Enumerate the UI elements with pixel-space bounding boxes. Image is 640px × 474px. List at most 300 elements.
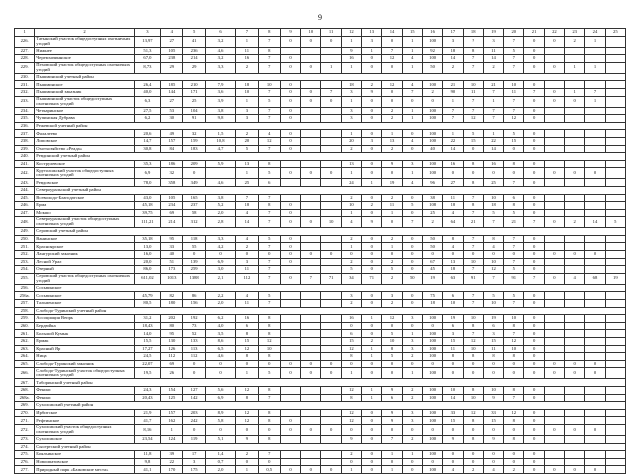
table-cell: 45,79 bbox=[134, 292, 160, 300]
district-name: Сосьвинское bbox=[35, 284, 626, 292]
table-cell bbox=[321, 292, 341, 300]
table-cell: 0 bbox=[524, 36, 544, 47]
table-cell: 5,1 bbox=[205, 435, 235, 443]
table-cell bbox=[321, 322, 341, 330]
table-cell: 95 bbox=[161, 330, 183, 338]
table-cell: 6 bbox=[236, 322, 258, 330]
table-cell bbox=[565, 145, 585, 153]
table-cell: 1 bbox=[382, 451, 402, 459]
table-cell: 7 bbox=[258, 394, 280, 402]
table-cell: 0 bbox=[382, 168, 402, 179]
area-name: Североуральский участок общедоступных охотничьих угодий bbox=[35, 217, 134, 228]
table-cell: 3 bbox=[362, 137, 382, 145]
table-cell: 0 bbox=[524, 202, 544, 210]
district-row bbox=[15, 186, 626, 194]
table-cell: 0 bbox=[524, 338, 544, 346]
table-cell: 15 bbox=[341, 338, 361, 346]
table-cell: 0 bbox=[362, 322, 382, 330]
table-cell: 12 bbox=[236, 345, 258, 353]
table-cell: 8 bbox=[463, 322, 483, 330]
table-cell: 0 bbox=[321, 168, 341, 179]
table-cell: 1 bbox=[483, 96, 503, 107]
table-cell: 5 bbox=[382, 266, 402, 274]
table-cell: 0 bbox=[544, 368, 564, 379]
table-cell bbox=[301, 209, 321, 217]
table-cell: 0 bbox=[280, 417, 300, 425]
table-cell: 0 bbox=[443, 424, 463, 435]
table-cell: 0 bbox=[524, 466, 544, 474]
table-cell: 91 bbox=[463, 273, 483, 284]
table-cell: 2 bbox=[382, 145, 402, 153]
table-cell bbox=[585, 209, 605, 217]
row-number: 255. bbox=[15, 273, 35, 284]
table-cell bbox=[585, 115, 605, 123]
table-cell bbox=[565, 179, 585, 187]
table-cell bbox=[605, 88, 625, 96]
table-cell: 0 bbox=[402, 96, 422, 107]
table-cell: 0 bbox=[565, 168, 585, 179]
table-cell: 2 bbox=[362, 81, 382, 89]
table-cell: 0 bbox=[544, 96, 564, 107]
table-cell: 0,5 bbox=[258, 466, 280, 474]
table-cell bbox=[605, 338, 625, 346]
table-cell: 0 bbox=[382, 368, 402, 379]
table-cell bbox=[565, 409, 585, 417]
row-number: 266. bbox=[15, 368, 35, 379]
table-cell: 0 bbox=[524, 292, 544, 300]
table-cell: 100 bbox=[422, 466, 442, 474]
table-cell: 0 bbox=[504, 458, 524, 466]
table-row bbox=[15, 466, 626, 474]
table-cell: 0 bbox=[443, 360, 463, 368]
table-row bbox=[15, 368, 626, 379]
table-cell: 19 bbox=[483, 315, 503, 323]
table-cell bbox=[321, 266, 341, 274]
table-cell: 0 bbox=[280, 360, 300, 368]
table-cell bbox=[301, 115, 321, 123]
row-number: 236. bbox=[15, 122, 35, 130]
table-cell bbox=[321, 202, 341, 210]
table-cell: 358 bbox=[161, 179, 183, 187]
table-row bbox=[15, 88, 626, 96]
table-cell bbox=[321, 315, 341, 323]
table-cell: 0 bbox=[402, 194, 422, 202]
table-cell: 165 bbox=[183, 194, 205, 202]
table-cell: 19,5 bbox=[134, 368, 160, 379]
table-row bbox=[15, 145, 626, 153]
table-cell: 0 bbox=[524, 55, 544, 63]
table-cell: 96 bbox=[422, 179, 442, 187]
table-cell bbox=[544, 353, 564, 361]
table-cell: 0 bbox=[483, 168, 503, 179]
table-cell: 7 bbox=[258, 88, 280, 96]
table-cell: 8 bbox=[258, 315, 280, 323]
table-cell: 8 bbox=[504, 353, 524, 361]
table-cell bbox=[280, 451, 300, 459]
table-cell bbox=[544, 330, 564, 338]
table-cell: 35,18 bbox=[134, 235, 160, 243]
table-cell: 5 bbox=[258, 235, 280, 243]
table-cell: 2 bbox=[422, 217, 442, 228]
column-header: 24 bbox=[585, 29, 605, 37]
table-cell: 7 bbox=[443, 115, 463, 123]
table-cell: 7 bbox=[504, 107, 524, 115]
table-cell bbox=[585, 417, 605, 425]
area-name: Татынский участок общедоступных охотничьих угодий bbox=[35, 36, 134, 47]
row-number: 252. bbox=[15, 251, 35, 259]
table-cell: 1 bbox=[341, 130, 361, 138]
table-cell: 27 bbox=[161, 36, 183, 47]
table-row bbox=[15, 315, 626, 323]
table-cell bbox=[280, 458, 300, 466]
table-cell: 8 bbox=[341, 353, 361, 361]
table-cell: 100 bbox=[422, 368, 442, 379]
table-cell: 35,3 bbox=[134, 160, 160, 168]
table-cell: 0 bbox=[321, 251, 341, 259]
table-cell: 16,0 bbox=[134, 251, 160, 259]
table-cell: 0 bbox=[443, 451, 463, 459]
column-header: 13 bbox=[362, 29, 382, 37]
row-number: 251. bbox=[15, 243, 35, 251]
table-cell: 0 bbox=[382, 424, 402, 435]
table-cell: 12 bbox=[341, 345, 361, 353]
table-cell: 0 bbox=[544, 273, 564, 284]
table-cell: 1 bbox=[402, 47, 422, 55]
column-header: 14 bbox=[382, 29, 402, 37]
table-cell: 18 bbox=[236, 202, 258, 210]
table-cell: 1 bbox=[362, 179, 382, 187]
table-cell: 0 bbox=[504, 451, 524, 459]
table-cell: 157 bbox=[161, 137, 183, 145]
table-cell: 0 bbox=[362, 368, 382, 379]
area-name: Пышминский заказник bbox=[35, 88, 134, 96]
table-cell: 0 bbox=[280, 168, 300, 179]
table-cell: 3,0 bbox=[205, 266, 235, 274]
table-cell: 9 bbox=[236, 435, 258, 443]
table-cell: 0 bbox=[258, 251, 280, 259]
table-cell: 8 bbox=[258, 160, 280, 168]
table-row bbox=[15, 251, 626, 259]
area-name: Лесной Урал bbox=[35, 258, 134, 266]
table-cell: 0 bbox=[321, 368, 341, 379]
table-cell: 209 bbox=[183, 160, 205, 168]
table-cell: 21,9 bbox=[134, 409, 160, 417]
table-row bbox=[15, 96, 626, 107]
table-cell bbox=[301, 330, 321, 338]
table-cell: 0 bbox=[280, 36, 300, 47]
table-cell: 5 bbox=[504, 209, 524, 217]
row-number: 241. bbox=[15, 160, 35, 168]
table-cell bbox=[544, 209, 564, 217]
table-cell: 236 bbox=[183, 47, 205, 55]
table-cell: 4 bbox=[258, 130, 280, 138]
table-cell bbox=[321, 235, 341, 243]
area-name: Ассоциация Вепрь bbox=[35, 315, 134, 323]
table-cell bbox=[585, 451, 605, 459]
table-cell: 7 bbox=[258, 107, 280, 115]
table-cell bbox=[321, 130, 341, 138]
table-row bbox=[15, 243, 626, 251]
table-cell: 183 bbox=[183, 145, 205, 153]
table-cell: 18 bbox=[422, 300, 442, 308]
table-cell: 29 bbox=[161, 62, 183, 73]
table-cell: 17 bbox=[183, 451, 205, 459]
table-cell: 0 bbox=[544, 466, 564, 474]
table-cell bbox=[321, 47, 341, 55]
area-name: Рефтинское bbox=[35, 417, 134, 425]
area-name: Красный Яр bbox=[35, 345, 134, 353]
table-cell bbox=[585, 160, 605, 168]
table-cell bbox=[301, 194, 321, 202]
table-cell bbox=[544, 322, 564, 330]
row-number: 231. bbox=[15, 81, 35, 89]
table-cell: 8 bbox=[258, 353, 280, 361]
table-row bbox=[15, 338, 626, 346]
table-cell: 0 bbox=[362, 107, 382, 115]
table-cell: 2 bbox=[236, 130, 258, 138]
table-cell: 27 bbox=[161, 96, 183, 107]
page-number: 9 bbox=[318, 13, 322, 22]
row-number: 237. bbox=[15, 130, 35, 138]
table-cell: 11 bbox=[382, 202, 402, 210]
table-cell bbox=[565, 266, 585, 274]
table-cell: 210 bbox=[183, 81, 205, 89]
table-cell bbox=[605, 115, 625, 123]
table-cell: 25 bbox=[183, 96, 205, 107]
table-cell: 1 bbox=[402, 107, 422, 115]
table-cell: ? bbox=[463, 36, 483, 47]
table-cell: 38 bbox=[422, 194, 442, 202]
table-cell: 0 bbox=[483, 424, 503, 435]
table-cell: 5 bbox=[382, 353, 402, 361]
table-cell: 0 bbox=[341, 360, 361, 368]
table-cell bbox=[544, 202, 564, 210]
table-cell bbox=[544, 315, 564, 323]
table-cell: 0 bbox=[463, 360, 483, 368]
table-cell: 0 bbox=[524, 360, 544, 368]
table-cell bbox=[605, 62, 625, 73]
table-cell: 12 bbox=[504, 338, 524, 346]
table-cell bbox=[301, 235, 321, 243]
table-cell: 15 bbox=[463, 137, 483, 145]
table-cell: 100 bbox=[422, 353, 442, 361]
table-cell: 7 bbox=[524, 88, 544, 96]
table-cell: 0 bbox=[258, 424, 280, 435]
table-cell: 2 bbox=[402, 435, 422, 443]
table-cell bbox=[280, 345, 300, 353]
table-cell bbox=[301, 353, 321, 361]
table-cell: 0 bbox=[280, 130, 300, 138]
table-cell: 100 bbox=[422, 137, 442, 145]
table-cell: 8 bbox=[463, 202, 483, 210]
table-cell: 8 bbox=[236, 330, 258, 338]
table-cell bbox=[280, 386, 300, 394]
table-cell: 92 bbox=[422, 47, 442, 55]
table-cell: 3 bbox=[236, 258, 258, 266]
table-cell: 14 bbox=[443, 394, 463, 402]
area-name: Мокшо bbox=[35, 209, 134, 217]
table-cell: 4 bbox=[236, 235, 258, 243]
table-cell: 9 bbox=[341, 47, 361, 55]
table-cell bbox=[565, 235, 585, 243]
table-cell: 0 bbox=[565, 424, 585, 435]
table-cell: 0 bbox=[524, 300, 544, 308]
table-row bbox=[15, 360, 626, 368]
table-cell: 1 bbox=[402, 62, 422, 73]
table-cell bbox=[301, 55, 321, 63]
table-cell bbox=[565, 451, 585, 459]
table-cell bbox=[205, 168, 235, 179]
table-cell: 6 bbox=[258, 179, 280, 187]
table-cell: 13,0 bbox=[134, 243, 160, 251]
table-cell: 7 bbox=[258, 209, 280, 217]
table-cell: 0 bbox=[544, 424, 564, 435]
table-cell bbox=[585, 458, 605, 466]
table-cell: 1 bbox=[236, 168, 258, 179]
table-cell: 0 bbox=[280, 88, 300, 96]
table-cell: 238 bbox=[161, 55, 183, 63]
table-cell: 2 bbox=[443, 62, 463, 73]
table-cell bbox=[280, 322, 300, 330]
table-cell: 1 bbox=[341, 243, 361, 251]
table-cell: 16 bbox=[236, 55, 258, 63]
table-cell: 20 bbox=[236, 137, 258, 145]
table-cell: 0 bbox=[402, 360, 422, 368]
column-header: 5 bbox=[183, 29, 205, 37]
table-cell: 5 bbox=[504, 266, 524, 274]
table-cell: 100 bbox=[422, 168, 442, 179]
table-cell: 0 bbox=[362, 292, 382, 300]
table-cell bbox=[301, 107, 321, 115]
table-cell: 6,2 bbox=[205, 315, 235, 323]
table-cell bbox=[605, 107, 625, 115]
table-cell: 13 bbox=[341, 160, 361, 168]
table-cell: 2 bbox=[422, 88, 442, 96]
table-cell: 86 bbox=[183, 292, 205, 300]
table-cell: 32 bbox=[183, 130, 205, 138]
column-header: 15 bbox=[402, 29, 422, 37]
table-cell: 5 bbox=[236, 145, 258, 153]
district-name: Сухоложский учетный район bbox=[35, 402, 626, 410]
row-number: 271. bbox=[15, 417, 35, 425]
table-cell: 1 bbox=[362, 353, 382, 361]
table-cell: 0 bbox=[362, 300, 382, 308]
table-cell: 0 bbox=[422, 458, 442, 466]
table-cell: 0 bbox=[524, 368, 544, 379]
table-row bbox=[15, 81, 626, 89]
table-cell: 3 bbox=[362, 36, 382, 47]
table-cell: 3,2 bbox=[205, 55, 235, 63]
table-cell: 10 bbox=[443, 300, 463, 308]
table-cell bbox=[605, 251, 625, 259]
table-cell: 242 bbox=[183, 417, 205, 425]
table-cell: 1 bbox=[341, 36, 361, 47]
table-cell: 0 bbox=[585, 251, 605, 259]
table-cell: 78,0 bbox=[134, 179, 160, 187]
table-cell: 18 bbox=[443, 47, 463, 55]
table-cell: 0 bbox=[524, 345, 544, 353]
table-cell: 2 bbox=[382, 258, 402, 266]
row-number: 242. bbox=[15, 168, 35, 179]
table-cell: 3 bbox=[443, 330, 463, 338]
table-cell: 15 bbox=[483, 417, 503, 425]
table-cell bbox=[544, 386, 564, 394]
table-cell: 1 bbox=[402, 36, 422, 47]
table-cell: 0 bbox=[524, 458, 544, 466]
column-header: 22 bbox=[544, 29, 564, 37]
table-cell: 7 bbox=[504, 394, 524, 402]
table-cell: 73 bbox=[183, 322, 205, 330]
table-cell: 100 bbox=[422, 81, 442, 89]
table-cell bbox=[301, 160, 321, 168]
table-cell bbox=[565, 202, 585, 210]
table-cell bbox=[565, 194, 585, 202]
table-cell: 3 bbox=[341, 88, 361, 96]
table-cell: 10 bbox=[463, 258, 483, 266]
table-cell: 40 bbox=[161, 251, 183, 259]
table-cell: 0 bbox=[280, 466, 300, 474]
table-cell: 80,5 bbox=[134, 300, 160, 308]
table-cell: 0 bbox=[183, 360, 205, 368]
table-cell: 162 bbox=[161, 417, 183, 425]
table-cell: 234 bbox=[161, 202, 183, 210]
table-cell: 10 bbox=[504, 81, 524, 89]
column-header: 21 bbox=[524, 29, 544, 37]
table-cell bbox=[585, 300, 605, 308]
table-cell bbox=[565, 386, 585, 394]
table-row bbox=[15, 292, 626, 300]
table-cell: 12 bbox=[382, 81, 402, 89]
table-cell: 1 bbox=[402, 330, 422, 338]
table-cell: 2 bbox=[402, 386, 422, 394]
table-cell: 16 bbox=[236, 315, 258, 323]
table-row bbox=[15, 458, 626, 466]
table-cell: 0 bbox=[280, 202, 300, 210]
table-cell: 1 bbox=[565, 88, 585, 96]
row-number: 248. bbox=[15, 217, 35, 228]
table-cell: 6,9 bbox=[205, 258, 235, 266]
table-cell: 0 bbox=[341, 322, 361, 330]
table-cell: 95 bbox=[161, 235, 183, 243]
table-cell bbox=[605, 194, 625, 202]
table-cell: 0 bbox=[321, 360, 341, 368]
table-cell: 0 bbox=[362, 417, 382, 425]
table-cell: 0 bbox=[205, 424, 235, 435]
table-cell: 203 bbox=[183, 409, 205, 417]
table-cell: 0 bbox=[463, 451, 483, 459]
table-cell bbox=[544, 243, 564, 251]
table-cell: 6,9 bbox=[205, 394, 235, 402]
area-name: Ванинское bbox=[35, 235, 134, 243]
table-cell bbox=[301, 137, 321, 145]
table-cell: 3,3 bbox=[205, 62, 235, 73]
table-cell: 0 bbox=[504, 424, 524, 435]
table-cell: 0 bbox=[280, 424, 300, 435]
table-cell: 2 bbox=[236, 451, 258, 459]
table-cell bbox=[605, 292, 625, 300]
table-cell bbox=[544, 81, 564, 89]
table-cell: 4 bbox=[443, 209, 463, 217]
area-name: Фениас bbox=[35, 394, 134, 402]
district-name: Пышминский учетный район bbox=[35, 73, 626, 81]
table-cell: 0 bbox=[402, 424, 422, 435]
table-cell: 18 bbox=[236, 81, 258, 89]
table-cell bbox=[544, 345, 564, 353]
table-cell: 8 bbox=[504, 435, 524, 443]
table-cell bbox=[280, 315, 300, 323]
area-name: Пеховский участок общедоступных охотничьих угодий bbox=[35, 62, 134, 73]
district-row bbox=[15, 228, 626, 236]
